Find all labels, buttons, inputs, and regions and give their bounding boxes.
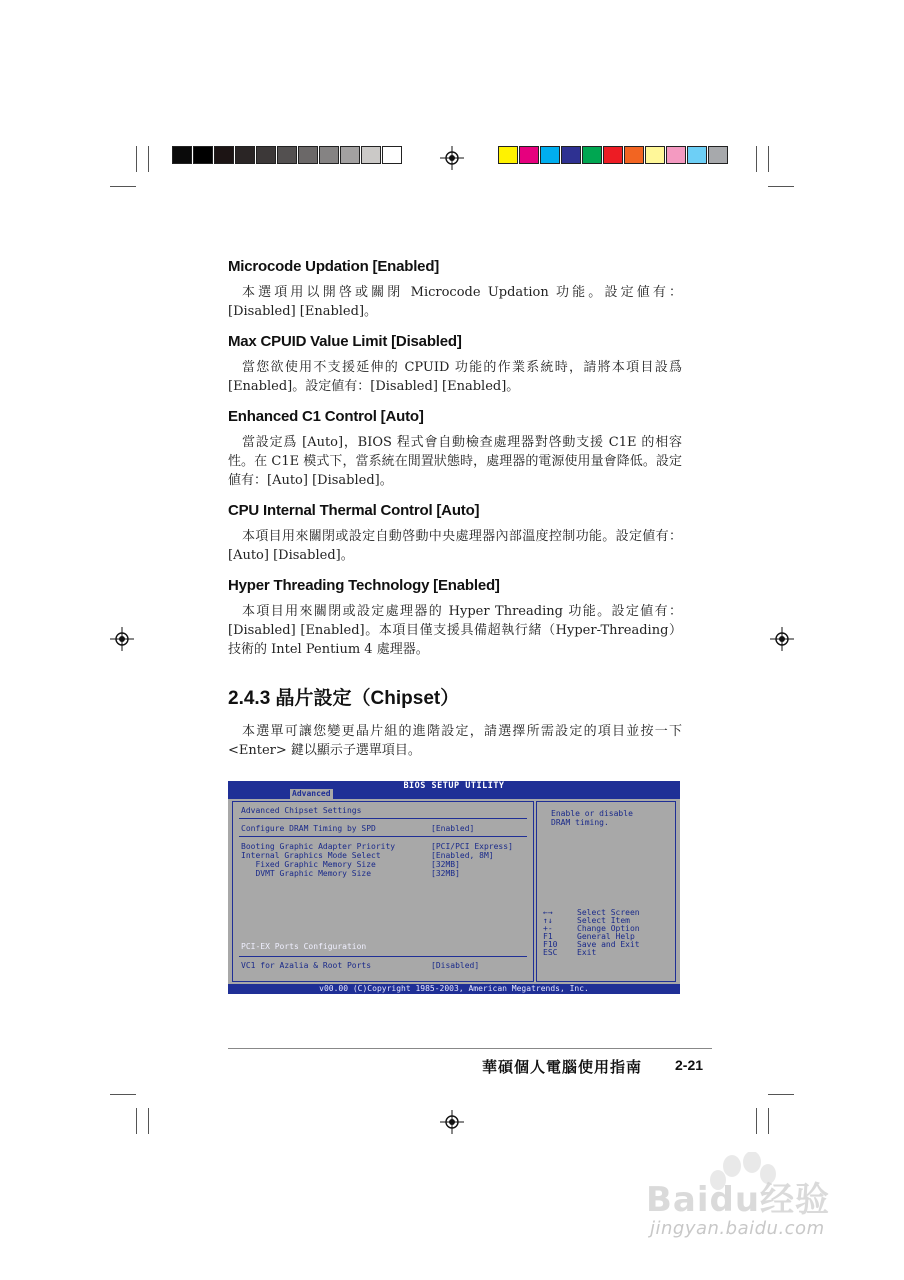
section-title: Microcode Updation [Enabled] [228,258,440,275]
crop-mark [148,1108,149,1134]
crop-mark [756,1108,757,1134]
section-title: Enhanced C1 Control [Auto] [228,408,424,425]
section-body: 當您欲使用不支援延伸的 CPUID 功能的作業系統時，請將本項目設爲 [Enabled]。設定値有：[Disabled] [Enabled]。 [228,360,682,394]
color-swatch [624,146,644,164]
color-swatch [645,146,665,164]
registration-mark-icon [770,627,794,651]
section-body: 本項目用來關閉或設定處理器的 Hyper Threading 功能。設定値有：[Disabled] [Enabled]。本項目僅支援具備超執行緒（Hyper-Threading）技術的 Intel Pentium 4 處理器。 [228,604,682,657]
section-cpu-thermal [228,502,682,565]
color-swatch [498,146,518,164]
crop-mark [768,146,769,172]
color-swatch [298,146,318,164]
crop-mark [110,1094,136,1095]
color-swatch [582,146,602,164]
registration-mark-icon [440,146,464,170]
section-body: 當設定爲 [Auto]，BIOS 程式會自動檢查處理器對啓動支援 C1E 的相容性。在 C1E 模式下，當系統在閒置狀態時，處理器的電源使用量會降低。設定値有：[Auto] [Disabled]。 [228,435,682,488]
bios-divider [239,818,527,819]
crop-mark [768,1094,794,1095]
bios-item-value[interactable]: [PCI/PCI Express] [431,842,513,851]
section-body: 本項目用來關閉或設定自動啓動中央處理器內部溫度控制功能。設定値有：[Auto] [Disabled]。 [228,529,682,563]
section-title: Hyper Threading Technology [Enabled] [228,577,500,594]
crop-mark [136,1108,137,1134]
bios-subsection-label[interactable]: PCI-EX Ports Configuration [241,942,367,951]
bios-key-label: F10 [543,940,558,949]
bios-divider [239,956,527,957]
bios-key-label: F1 [543,932,553,941]
footer-book-title: 華碩個人電腦使用指南 [482,1058,643,1076]
footer-rule [228,1048,712,1049]
color-swatch [666,146,686,164]
bios-key-action: Change Option [577,924,640,933]
bios-item-label[interactable]: VC1 for Azalia & Root Ports [241,961,372,970]
page-number: 2-21 [675,1057,704,1073]
color-calibration-bar [498,146,729,164]
color-swatch [277,146,297,164]
section-enhanced-c1 [228,408,682,490]
registration-mark-icon [440,1110,464,1134]
crop-mark [768,1108,769,1134]
bios-key-label: ↑↓ [543,916,553,925]
color-swatch [603,146,623,164]
bios-item-label[interactable]: Fixed Graphic Memory Size [241,860,376,869]
bios-key-label: +- [543,924,553,933]
watermark-url: jingyan.baidu.com [650,1218,825,1239]
bios-panel-title: Advanced Chipset Settings [241,806,362,815]
bios-key-action: Select Item [577,916,630,925]
bios-copyright-bar: v00.00 (C)Copyright 1985-2003, American Megatrends, Inc. [228,984,680,994]
document-body [228,258,682,772]
section-max-cpuid [228,333,682,396]
bios-item-label[interactable]: DVMT Graphic Memory Size [241,869,372,878]
color-swatch [382,146,402,164]
bios-key-action: Exit [577,948,597,957]
chipset-body: 本選單可讓您變更晶片組的進階設定，請選擇所需設定的項目並按一下<Enter> 鍵以顯示子選單項目。 [228,724,682,758]
bios-tab-advanced[interactable]: Advanced [292,789,331,798]
bios-title-bar [228,781,680,799]
grayscale-calibration-bar [172,146,403,164]
color-swatch [561,146,581,164]
bios-key-label: ←→ [543,908,553,917]
registration-mark-icon [110,627,134,651]
bios-screenshot [228,781,680,994]
bios-key-action: Select Screen [577,908,640,917]
bios-help-panel [536,801,676,982]
section-microcode [228,258,682,321]
color-swatch [687,146,707,164]
color-swatch [193,146,213,164]
color-swatch [340,146,360,164]
crop-mark [148,146,149,172]
color-swatch [172,146,192,164]
color-swatch [361,146,381,164]
color-swatch [235,146,255,164]
color-swatch [708,146,728,164]
watermark-logo-text: Baidu经验 [646,1180,831,1220]
bios-key-action: General Help [577,932,635,941]
section-title: CPU Internal Thermal Control [Auto] [228,502,480,519]
bios-key-action: Save and Exit [577,940,640,949]
bios-item-value[interactable]: [Disabled] [431,961,480,970]
section-body: 本選項用以開啓或關閉 Microcode Updation 功能。設定値有：[Disabled] [Enabled]。 [228,285,682,319]
crop-mark [110,186,136,187]
crop-mark [768,186,794,187]
section-hyper-threading [228,577,682,659]
chipset-heading: 2.4.3 晶片設定（Chipset） [228,688,460,709]
bios-divider [239,836,527,837]
color-swatch [214,146,234,164]
bios-item-value[interactable]: [32MB] [431,860,460,869]
bios-item-label[interactable]: Booting Graphic Adapter Priority [241,842,396,851]
color-swatch [540,146,560,164]
bios-item-value[interactable]: [Enabled, 8M] [431,851,494,860]
bios-item-label[interactable]: Internal Graphics Mode Select [241,851,381,860]
bios-item-value[interactable]: [Enabled] [431,824,475,833]
bios-settings-panel [232,801,534,982]
crop-mark [756,146,757,172]
color-swatch [319,146,339,164]
color-swatch [256,146,276,164]
bios-item-label[interactable]: Configure DRAM Timing by SPD [241,824,376,833]
bios-title: BIOS SETUP UTILITY [403,781,505,791]
bios-key-label: ESC [543,948,558,957]
bios-help-text: Enable or disable DRAM timing. [551,809,633,827]
crop-mark [136,146,137,172]
bios-item-value[interactable]: [32MB] [431,869,460,878]
color-swatch [519,146,539,164]
section-title: Max CPUID Value Limit [Disabled] [228,333,462,350]
